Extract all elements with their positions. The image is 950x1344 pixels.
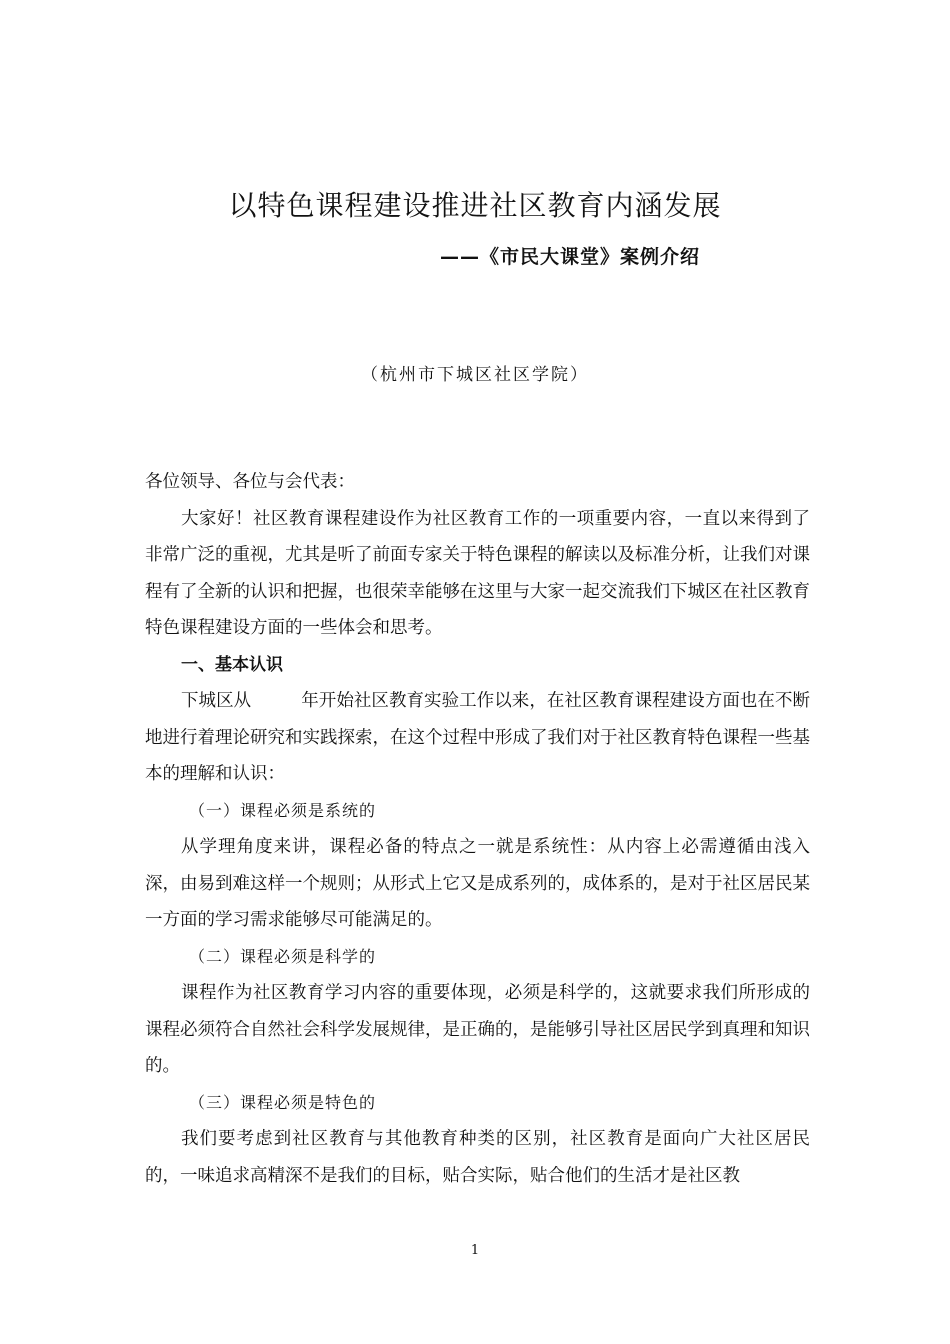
document-body: [145, 464, 810, 1194]
subsection-heading-distinctive: （三）课程必须是特色的: [189, 1092, 377, 1112]
subsection-heading-systematic: （一）课程必须是系统的: [189, 800, 377, 820]
document-subtitle: ——《市民大课堂》案例介绍: [440, 246, 701, 268]
section-1-paragraph-rest: 年开始社区教育实验工作以来，在社区教育课程建设方面也在不断地进行着理论研究和实践探索，在这个过程中形成了我们对于社区教育特色课程一些基本的理解和认识：: [145, 691, 811, 784]
page-number: 1: [470, 1243, 480, 1258]
subsection-3-paragraph: 我们要考虑到社区教育与其他教育种类的区别，社区教育是面向广大社区居民的，一味追求高精深不是我们的目标，贴合实际，贴合他们的生活才是社区教: [145, 1129, 810, 1186]
organization-line: （杭州市下城区社区学院）: [361, 365, 589, 385]
section-1-paragraph: [145, 683, 810, 793]
salutation: 各位领导、各位与会代表：: [145, 472, 355, 492]
intro-paragraph: 大家好！社区教育课程建设作为社区教育工作的一项重要内容，一直以来得到了非常广泛的重视，尤其是听了前面专家关于特色课程的解读以及标准分析，让我们对课程有了全新的认识和把握，也很荣幸能够在这里与大家一起交流我们下城区在社区教育特色课程建设方面的一些体会和思考。: [145, 508, 810, 638]
subsection-heading-scientific: （二）课程必须是科学的: [189, 946, 377, 966]
subsection-1-paragraph: 从学理角度来讲，课程必备的特点之一就是系统性：从内容上必需遵循由浅入深，由易到难这样一个规则；从形式上它又是成系列的，成体系的，是对于社区居民某一方面的学习需求能够尽可能满足的。: [145, 837, 810, 930]
section-heading-basic-understanding: 一、基本认识: [181, 654, 283, 675]
document-title: 以特色课程建设推进社区教育内涵发展: [228, 189, 722, 222]
subsection-2-paragraph: 课程作为社区教育学习内容的重要体现，必须是科学的，这就要求我们所形成的课程必须符合自然社会科学发展规律，是正确的，是能够引导社区居民学到真理和知识的。: [145, 983, 810, 1076]
section-1-paragraph-start: 下城区从: [181, 691, 252, 711]
